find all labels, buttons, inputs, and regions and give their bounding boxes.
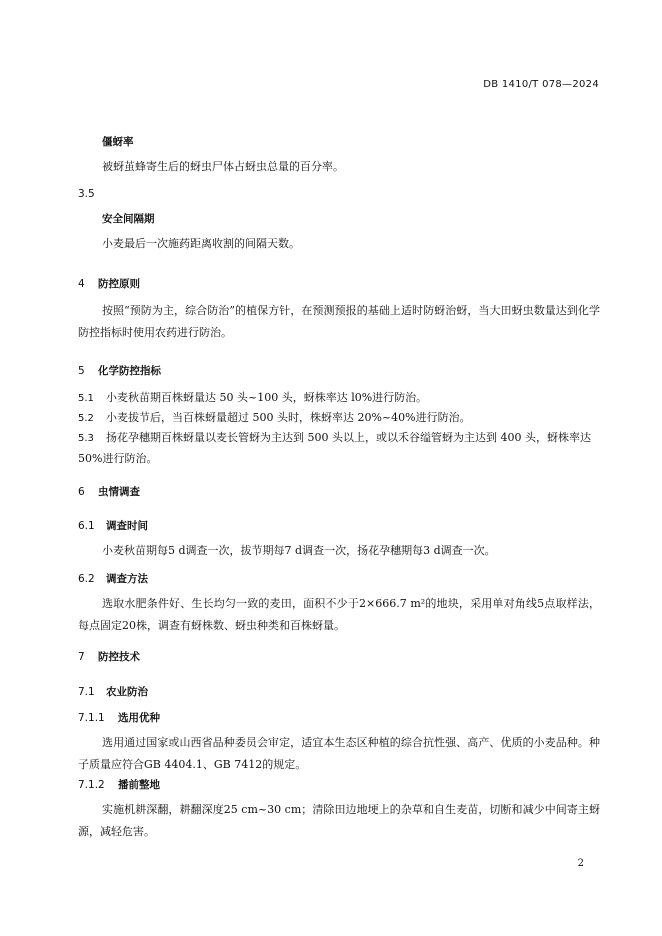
section-heading-7-1 (78, 684, 148, 699)
page-number: 2 (577, 858, 584, 869)
term-number-3-5: 3.5 (78, 188, 95, 200)
section-number: 6 (78, 486, 85, 498)
item-label: 5.2 (78, 413, 94, 424)
term-definition-3-4: 被蚜茧蜂寄生后的蚜虫尸体占蚜虫总量的百分率。 (102, 160, 344, 173)
section-number: 7.1 (78, 686, 95, 698)
section-7-1-2-paragraph: 实施机耕深翻，耕翻深度25 cm~30 cm；清除田边地埂上的杂草和自生麦苗，切断和减少中间寄主蚜源，减轻危害。 (78, 803, 600, 838)
section-title: 防控原则 (98, 278, 140, 290)
section-heading-4 (78, 276, 140, 291)
item-label: 5.1 (78, 393, 94, 404)
section-title: 防控技术 (98, 651, 140, 663)
section-heading-6-1 (78, 518, 148, 533)
section-heading-7-1-1 (78, 710, 160, 725)
term-title-3-4: 僵蚜率 (102, 136, 134, 148)
section-number: 7.1.2 (78, 779, 105, 791)
section-title: 选用优种 (118, 712, 160, 724)
list-item-5-3 (78, 428, 600, 469)
section-6-2-paragraph: 选取水肥条件好、生长均匀一致的麦田，面积不少于2×666.7 m²的地块，采用单对角线5点取样法，每点固定20株，调查有蚜株数、蚜虫种类和百株蚜量。 (78, 597, 600, 632)
item-text: 扬花孕穗期百株蚜量以麦长管蚜为主达到 500 头以上，或以禾谷缢管蚜为主达到 400 头，蚜株率达 50%进行防治。 (78, 431, 591, 465)
section-title: 虫情调查 (98, 486, 140, 498)
section-6-1-paragraph: 小麦秋苗期每5 d调查一次，拔节期每7 d调查一次，扬花孕穗期每3 d调查一次。 (102, 544, 496, 557)
list-item-5-2 (78, 408, 600, 429)
item-label: 5.3 (78, 433, 94, 444)
section-heading-5 (78, 363, 161, 378)
section-number: 6.1 (78, 520, 95, 532)
term-definition-3-5: 小麦最后一次施药距离收割的间隔天数。 (102, 237, 300, 250)
document-code: DB 1410/T 078—2024 (483, 79, 599, 90)
section-heading-6 (78, 484, 140, 499)
section-title: 调查方法 (106, 573, 148, 585)
section-heading-7-1-2 (78, 777, 160, 792)
section-number: 4 (78, 278, 85, 290)
section-heading-7 (78, 649, 140, 664)
section-title: 调查时间 (106, 520, 148, 532)
section-title: 播前整地 (118, 779, 160, 791)
section-number: 7 (78, 651, 85, 663)
section-number: 5 (78, 365, 85, 377)
section-7-1-1-paragraph: 选用通过国家或山西省品种委员会审定，适宜本生态区种植的综合抗性强、高产、优质的小麦品种。种子质量应符合GB 4404.1、GB 7412的规定。 (78, 736, 600, 771)
list-item-5-1 (78, 388, 600, 409)
section-number: 7.1.1 (78, 712, 105, 724)
section-4-paragraph: 按照“预防为主，综合防治”的植保方针，在预测预报的基础上适时防蚜治蚜，当大田蚜虫数量达到化学防控指标时使用农药进行防治。 (78, 304, 600, 339)
item-text: 小麦秋苗期百株蚜量达 50 头~100 头，蚜株率达 l0%进行防治。 (106, 391, 428, 404)
term-title-3-5: 安全间隔期 (102, 213, 155, 225)
item-text: 小麦拔节后，当百株蚜量超过 500 头时，株蚜率达 20%~40%进行防治。 (106, 411, 471, 424)
section-heading-6-2 (78, 571, 148, 586)
section-title: 化学防控指标 (98, 365, 161, 377)
section-title: 农业防治 (106, 686, 148, 698)
section-number: 6.2 (78, 573, 95, 585)
